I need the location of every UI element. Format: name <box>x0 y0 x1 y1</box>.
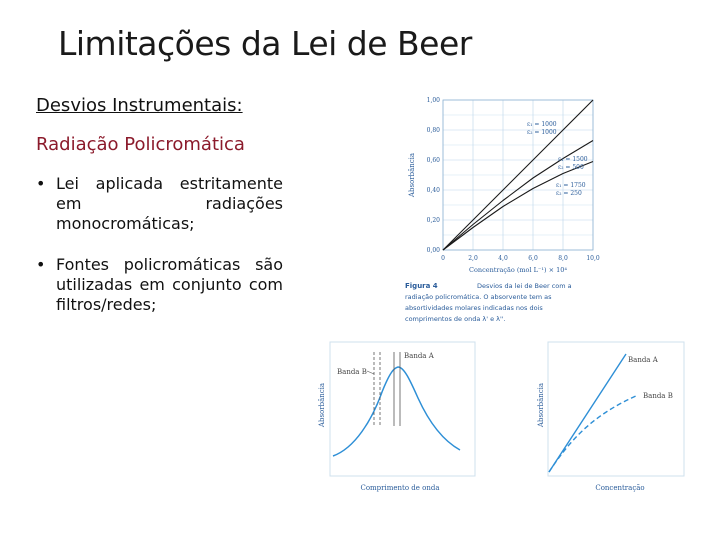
concentration-plot-frame <box>548 342 684 476</box>
bullet-dot-icon: • <box>36 174 46 193</box>
x-tick-label: 0 <box>441 255 445 262</box>
bullet-text-2: Fontes policromáticas são utilizadas em conjunto com filtros/redes; <box>56 255 283 314</box>
figure-caption-line-3: absortividades molares indicadas nos dois <box>405 304 543 312</box>
curve-label-3a: ε₁ = 1750 <box>556 182 586 189</box>
band-a-label: Banda A <box>404 352 434 360</box>
curve-label-2a: ε₁ = 1500 <box>558 156 588 163</box>
bullet-dot-icon: • <box>36 255 46 274</box>
spectrum-y-axis-label: Absorbância <box>318 382 326 428</box>
band-a-series-label: Banda A <box>628 356 658 364</box>
x-tick-label: 2,0 <box>468 255 478 262</box>
curve-label-2b: ε₂ = 500 <box>558 164 584 171</box>
x-tick-label: 4,0 <box>498 255 508 262</box>
band-concentration-chart <box>530 338 690 498</box>
spectrum-x-axis-label: Comprimento de onda <box>360 484 440 492</box>
x-axis-label: Concentração (mol L⁻¹) × 10⁴ <box>469 266 567 274</box>
y-tick-labels <box>427 97 441 254</box>
bullet-text-1: Lei aplicada estritamente em radiações monocromáticas; <box>56 174 283 233</box>
subtitle-instrumental-deviations: Desvios Instrumentais: <box>36 95 243 116</box>
concentration-y-axis-label: Absorbância <box>537 382 545 428</box>
band-b-series-label: Banda B <box>643 392 673 400</box>
x-tick-label: 8,0 <box>558 255 568 262</box>
y-tick-label: 0,80 <box>426 127 440 134</box>
band-spectrum-chart <box>310 338 480 498</box>
figure-caption-line-4: comprimentos de onda λ' e λ''. <box>405 315 506 323</box>
y-tick-label: 1,00 <box>426 97 440 104</box>
beer-deviation-chart <box>400 90 610 335</box>
y-axis-label: Absorbância <box>408 152 416 198</box>
bullet-item-2 <box>36 255 283 315</box>
curve-label-1b: ε₂ = 1000 <box>527 129 557 136</box>
bullet-item-1 <box>36 174 283 234</box>
y-tick-label: 0,40 <box>426 187 440 194</box>
figure-caption-line-1: Desvios da lei de Beer com a <box>477 282 572 290</box>
concentration-x-axis-label: Concentração <box>595 484 645 492</box>
y-tick-label: 0,00 <box>426 247 440 254</box>
x-tick-labels <box>441 255 600 262</box>
curve-label-1a: ε₁ = 1000 <box>527 121 557 128</box>
slide-title: Limitações da Lei de Beer <box>58 24 472 63</box>
spectrum-plot-frame <box>330 342 475 476</box>
band-a-series-line <box>549 354 626 472</box>
figure-caption-line-2: radiação policromática. O absorvente tem as <box>405 293 552 301</box>
band-b-series-line <box>549 395 638 472</box>
subtitle-polychromatic-radiation: Radiação Policromática <box>36 134 245 155</box>
spectrum-curve <box>333 367 460 456</box>
curve-label-3b: ε₂ = 250 <box>556 190 582 197</box>
figure-caption-label: Figura 4 <box>405 282 438 290</box>
x-tick-label: 10,0 <box>586 255 600 262</box>
y-tick-label: 0,20 <box>426 217 440 224</box>
x-tick-label: 6,0 <box>528 255 538 262</box>
y-tick-label: 0,60 <box>426 157 440 164</box>
band-b-leader <box>367 371 374 374</box>
band-b-label: Banda B <box>337 368 367 376</box>
